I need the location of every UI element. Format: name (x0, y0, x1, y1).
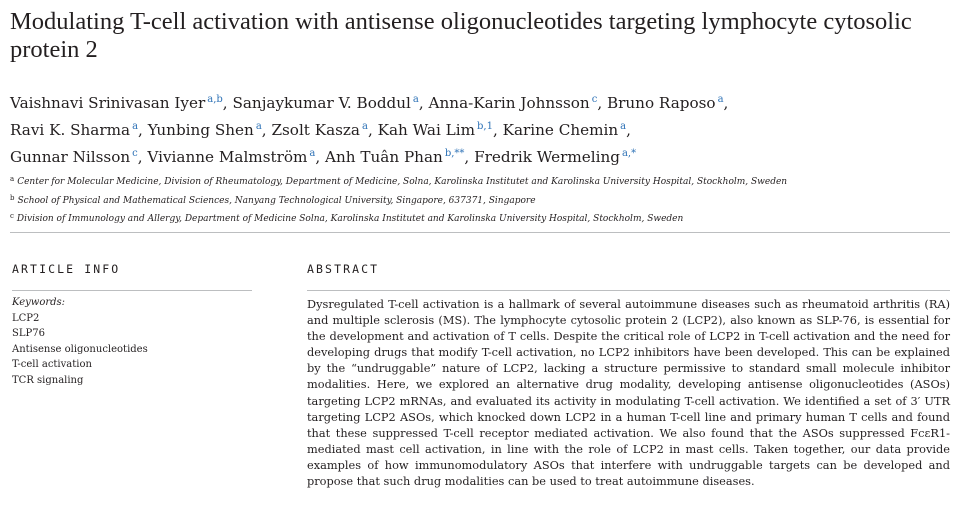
author-name[interactable]: Vaishnavi Srinivasan Iyer (10, 94, 206, 112)
author[interactable] (474, 148, 636, 166)
affiliation-text: Center for Molecular Medicine, Division of Rheumatology, Department of Medicine, Solna, Karolinska Institutet and Karolinska University Hospital, Stockholm, Sweden (17, 177, 788, 187)
author-name[interactable]: Kah Wai Lim (377, 121, 475, 139)
author[interactable]: Vaishnavi Srinivasan Iyer $^{a,b}$, (10, 94, 228, 112)
affiliation (10, 172, 950, 191)
author-affiliation-marker[interactable]: a,* (621, 148, 637, 159)
author[interactable]: Kah Wai Lim $^{b,1}$, (377, 121, 498, 139)
keywords-label: Keywords: (12, 297, 66, 308)
author-affiliation-marker[interactable]: a,b (207, 94, 223, 105)
author-affiliation-marker[interactable]: a (620, 121, 627, 132)
author-affiliation-marker[interactable]: c (591, 94, 598, 105)
author[interactable]: Anh Tuân Phan $^{b,**}$, (325, 148, 470, 166)
affiliation-text: Division of Immunology and Allergy, Department of Medicine Solna, Karolinska Institutet and Karolinska University Hospital, Stockholm, Sweden (16, 214, 684, 224)
author-name[interactable]: Sanjaykumar V. Boddul (232, 94, 411, 112)
author-name[interactable]: Fredrik Wermeling (474, 148, 620, 166)
abstract-text: Dysregulated T-cell activation is a hallmark of several autoimmune diseases such as rheumatoid arthritis (RA) and multiple sclerosis (MS). The lymphocyte cytosolic protein 2 (LCP2), also known as SLP-76, is essential for the development and activation of T cells. Despite the critical role of LCP2 in T-cell activation and the need for developing drugs that modify T-cell activation, no LCP2 inhibitors have been developed. This can be explained by the “undruggable” nature of LCP2, lacking a structure permissive to standard small molecule inhibitor modalities. Here, we explored an alternative drug modality, developing antisense oligonucleotides (ASOs) targeting LCP2 mRNAs, and evaluated its activity in modulating T-cell activation. We identified a set of 3′ UTR targeting LCP2 ASOs, which knocked down LCP2 in a human T-cell line and primary human T cells and found that these suppressed T-cell receptor mediated activation. We also found that the ASOs suppressed FcεR1-mediated mast cell activation, in line with the role of LCP2 in mast cells. Taken together, our data provide examples of how immunomodulatory ASOs that interfere with undruggable targets can be developed and propose that such drug modalities can be used to treat autoimmune diseases. (307, 297, 950, 489)
author-name[interactable]: Karine Chemin (502, 121, 619, 139)
author-name[interactable]: Ravi K. Sharma (10, 121, 131, 139)
author-name[interactable]: Anna-Karin Johnsson (428, 94, 590, 112)
author-list (10, 88, 950, 169)
author[interactable]: Ravi K. Sharma $^a$, (10, 121, 143, 139)
article-info-divider (12, 290, 252, 291)
author-affiliation-marker[interactable]: a (361, 121, 368, 132)
article-info-heading: ARTICLE INFO (12, 262, 121, 276)
author[interactable]: Sanjaykumar V. Boddul $^a$, (232, 94, 424, 112)
affiliation-text: School of Physical and Mathematical Sciences, Nanyang Technological University, Singapore, 637371, Singapore (17, 195, 536, 206)
author-affiliation-marker[interactable]: a (412, 94, 419, 105)
author[interactable]: Zsolt Kasza $^a$, (271, 121, 373, 139)
author-affiliation-marker[interactable]: b,1 (477, 121, 493, 132)
author-affiliation-marker[interactable]: a (132, 121, 139, 132)
author[interactable]: Anna-Karin Johnsson $^c$, (428, 94, 603, 112)
affiliation-label: c (10, 212, 14, 220)
header-divider (10, 232, 950, 233)
keyword: TCR signaling (12, 374, 84, 386)
author-name[interactable]: Zsolt Kasza (271, 121, 360, 139)
author[interactable]: Karine Chemin $^a$, (502, 121, 631, 139)
author[interactable]: Gunnar Nilsson $^c$, (10, 148, 143, 166)
author-affiliation-marker[interactable]: a (255, 121, 262, 132)
author[interactable]: Vivianne Malmström $^a$, (147, 148, 321, 166)
keywords-block (12, 295, 252, 389)
author-name[interactable]: Anh Tuân Phan (325, 148, 443, 166)
affiliation (10, 191, 950, 210)
author[interactable]: Yunbing Shen $^a$, (147, 121, 267, 139)
author-affiliation-marker[interactable]: c (132, 148, 138, 159)
keyword: Antisense oligonucleotides (12, 343, 148, 355)
author[interactable]: Bruno Raposo $^a$, (606, 94, 729, 112)
author-affiliation-marker[interactable]: a (309, 148, 316, 159)
author-affiliation-marker[interactable]: a (717, 94, 724, 105)
keyword: LCP2 (12, 312, 40, 324)
author-affiliation-marker[interactable]: b,** (444, 148, 465, 159)
affiliation (10, 209, 950, 228)
article-title: Modulating T-cell activation with antisense oligonucleotides targeting lymphocyte cytosolic protein 2 (10, 8, 912, 63)
author-name[interactable]: Gunnar Nilsson (10, 148, 131, 166)
keyword: SLP76 (12, 328, 45, 340)
abstract-divider (307, 290, 950, 291)
author-name[interactable]: Yunbing Shen (147, 121, 254, 139)
abstract-heading: ABSTRACT (307, 262, 380, 276)
affiliation-label: a (10, 175, 15, 183)
author-name[interactable]: Vivianne Malmström (147, 148, 308, 166)
affiliation-label: b (10, 193, 15, 202)
affiliation-list (10, 172, 950, 228)
author-name[interactable]: Bruno Raposo (606, 94, 716, 112)
keyword: T-cell activation (12, 359, 92, 371)
